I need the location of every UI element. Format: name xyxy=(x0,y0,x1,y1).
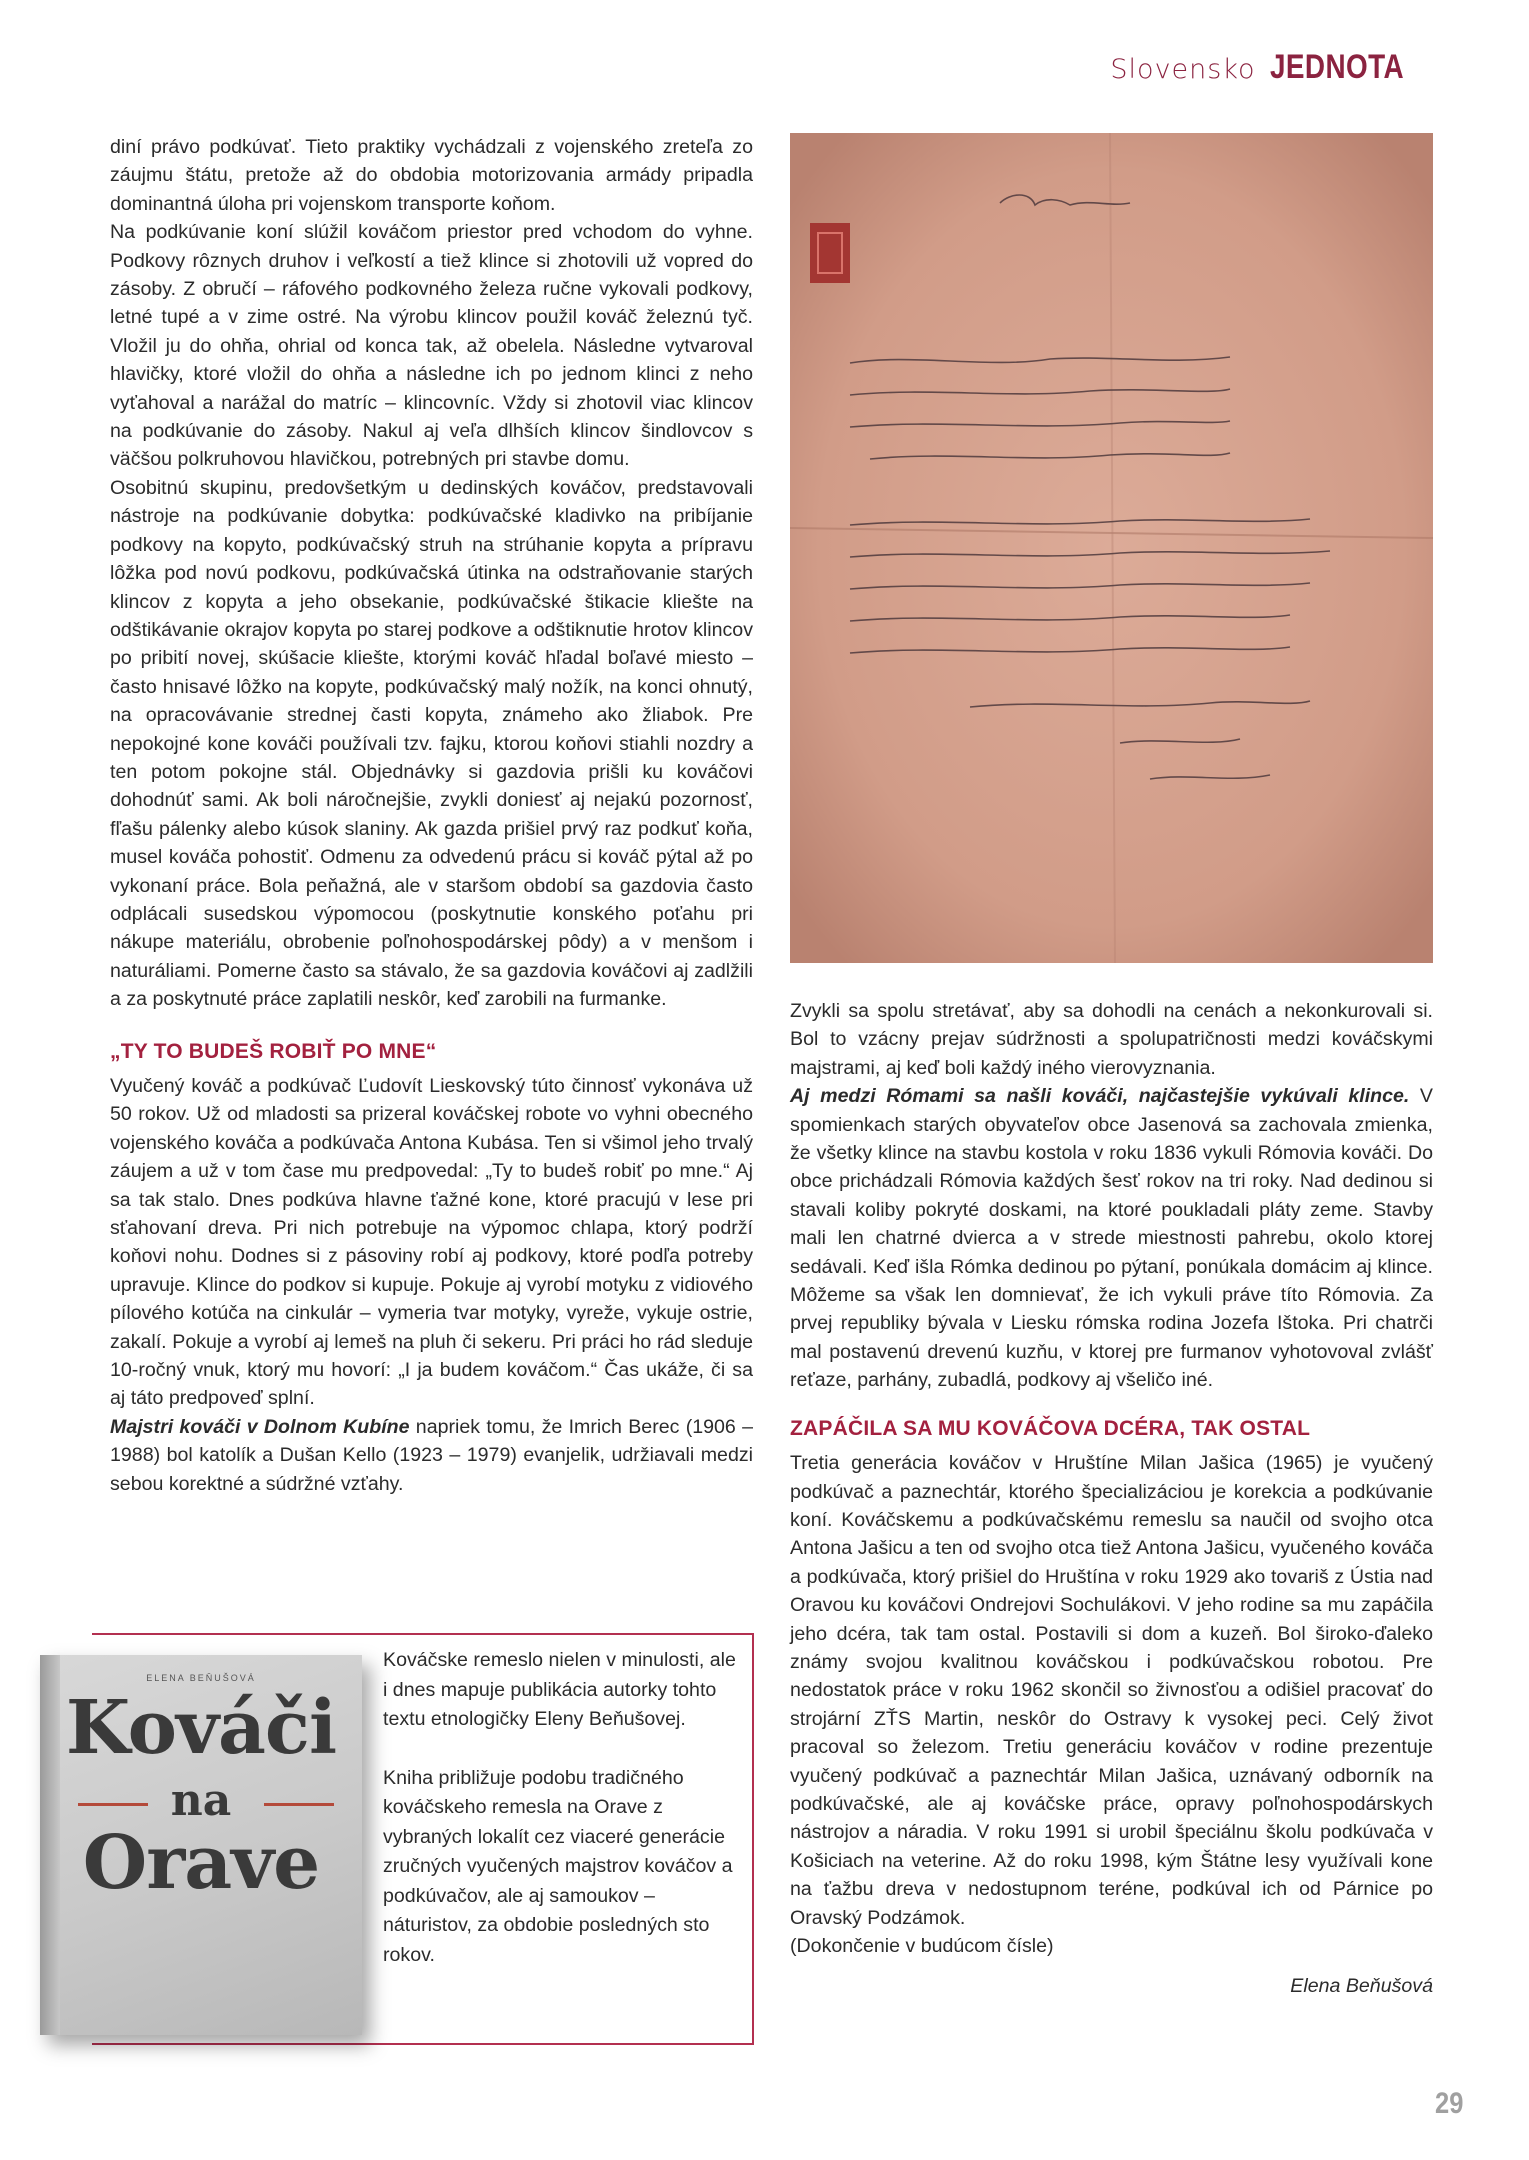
lead-text: Majstri kováči v Dolnom Kubíne xyxy=(110,1415,410,1438)
book-promo-text xyxy=(383,1646,739,1970)
right-column xyxy=(790,997,1433,2001)
section-heading: ZAPÁČILA SA MU KOVÁČOVA DCÉRA, TAK OSTAL xyxy=(790,1416,1311,1440)
lead-text: Aj medzi Rómami sa našli kováči, najčastejšie vykúvali klince. xyxy=(790,1085,1410,1108)
book-cover-author: ELENA BEŇUŠOVÁ xyxy=(146,1673,256,1683)
apprentice-certificate-photo xyxy=(790,133,1433,963)
paragraph: Na podkúvanie koní slúžil kováčom priestor pred vchodom do vyhne. Podkovy rôznych druhov i veľkostí a tiež klince si zhotovili už vopred do zásoby. Z obručí – ráfového podkovného železa ručne vykovali podkovy, letné tupé a v zime ostré. Na výrobu klincov použil kováč železnú tyč. Vložil ju do ohňa, ohrial od konca tak, až obelela. Následne vytvaroval hlavičky, ktoré vložil do ohňa a následne ich po jednom klinci z neho vyťahoval a narážal do matríc – klincovníc. Vždy si zhotovil viac klincov na podkúvanie do zásoby. Nakul aj veľa dlhších klincov šindlovcov s väčšou polkruhovou hlavičkou, potrebných pri stavbe domu. xyxy=(110,221,753,471)
section-heading: „TY TO BUDEŠ ROBIŤ PO MNE“ xyxy=(110,1039,437,1063)
left-column xyxy=(110,133,753,1498)
title-rule xyxy=(264,1803,334,1806)
paragraph-text: napriek tomu, že Imrich Berec (1906 – 1988) bol katolík a Dušan Kello (1923 – 1979) evanjelik, udržiavali medzi sebou korektné a súdržné vzťahy. xyxy=(110,1415,753,1495)
page-number: 29 xyxy=(1434,2087,1463,2120)
book-cover-title: Kováči xyxy=(65,1685,337,1771)
book-cover-title: na xyxy=(170,1775,232,1826)
book-cover-title: Orave xyxy=(82,1820,320,1906)
closing-note: (Dokončenie v budúcom čísle) xyxy=(790,1935,1054,1957)
paragraph-text: V spomienkach starých obyvateľov obce Jasenová sa zachovala zmienka, že všetky klince na stavbu kostola v roku 1836 vykuli Rómovia kováči. Do obce prichádzali Rómovia každých šesť rokov na tri roky. Nad dedinou si stavali koliby pokryté doskami, na ktoré poukladali pláty zeme. Stavby mali len chatrné dvierca a v strede miestnosti pahrebu, okolo ktorej sedávali. Keď išla Rómka dedinou po pýtaní, ponúkala domácim aj klince. Môžeme sa však len domnievať, že ich vykuli práve títo Rómovia. Za prvej republiky bývala v Liesku rómska rodina Jozefa Ištoka. Pri chatrči mal postavenú drevenú kuzňu, v ktorej pre furmanov vyhotovoval zvlášť reťaze, parhány, zubadlá, podkovy aj všeličo iné. xyxy=(790,1085,1434,1392)
paragraph xyxy=(790,1082,1433,1394)
magazine-header xyxy=(1110,48,1433,87)
certificate-image xyxy=(790,133,1433,963)
paragraph: Osobitnú skupinu, predovšetkým u dedinských kováčov, predstavovali nástroje na podkúvanie dobytka: podkúvačské kladivko na pribíjanie podkovy na kopyto, podkúvačský struh na strúhanie kopyta a prípravu lôžka pod novú podkovu, podkúvačská útinka na odstraňovanie starých klincov z kopyta a jeho obsekanie, podkúvačské štikacie kliešte na odštikávanie okrajov kopyta po starej podkove a odštiknutie hrotov klincov po pribití novej, skúšacie kliešte, ktorými kováč hľadal boľavé miesto – často hnisavé lôžko na kopyte, podkúvačský malý nožík, na konci ohnutý, na opracovávanie strednej časti kopyta, známeho ako žliabok. Pre nepokojné kone kováči používali tzv. fajku, ktorou koňovi stiahli nozdry a ten potom pokojne stál. Objednávky si gazdovia prišli ku kováčovi dohodnúť sami. Ak boli náročnejšie, zvykli doniesť aj nejakú pozornosť, fľašu pálenky alebo kúsok slaniny. Ak gazda prišiel prvý raz podkuť koňa, musel kováča pohostiť. Odmenu za odvedenú prácu si kováč pýtal až po vykonaní práce. Bola peňažná, ale v staršom období sa gazdovia často odplácali susedskou výpomocou (poskytnutie konského poťahu pri nákupe materiálu, obrobenie poľnohospodárskej pôdy) a v menšom i naturáliami. Pomerne často sa stávalo, že sa gazdovia kováčovi aj zadlžili a za poskytnuté práce zaplatili neskôr, keď zarobili na furmanke. xyxy=(110,476,753,1011)
book-cover xyxy=(40,1655,362,2035)
author-signature: Elena Beňušová xyxy=(1290,1975,1433,1998)
paragraph: Tretia generácia kováčov v Hruštíne Milan Jašica (1965) je vyučený podkúvač a paznechtár, ktorého špecializáciou je korekcia a podkúvanie koní. Kováčskemu a podkúvačskému remeslu sa naučil od svojho otca Antona Jašicu a ten od svojho otca tiež Antona Jašicu, vyučeného kováča a podkúvača, ktorý prišiel do Hruštína v roku 1929 ako tovariš z Ústia nad Oravou ku kováčovi Ondrejovi Sochulákovi. V jeho rodine sa mu zapáčila jeho dcéra, tak tam ostal. Postavili si dom a kuzeň. Bol široko-ďaleko známy svojou kvalitnou kováčskou i podkúvačskou robotou. Pre nedostatok práce v roku 1962 skončil so živnosťou a odišiel pracovať do strojární ZŤS Martin, neskôr do Ostravy k vysokej peci. Celý život pracoval so železom. Tretiu generáciu kováčov v rodine prezentuje vyučený podkúvač a paznechtár Milan Jašica, uznávaný odborník na podkúvačské, ale aj kováčske práce, opravy poľnohospodárskych nástrojov a náradia. V roku 1991 si urobil špeciálnu školu podkúvača v Košiciach na veterine. Až do roku 1998, kým Štátne lesy využívali kone na ťažbu dreva v nedostupnom teréne, podkúval ich od Párnice po Oravský Podzámok. xyxy=(790,1452,1433,1929)
paragraph xyxy=(110,1413,753,1498)
magazine-name-small: Slovensko xyxy=(1110,54,1256,85)
promo-paragraph: Kniha približuje podobu tradičného kováčskeho remesla na Orave z vybraných lokalít cez viaceré generácie zručných vyučených majstrov kováčov a podkúvačov, ale aj samoukov – náturistov, za obdobie posledných sto rokov. xyxy=(383,1766,733,1966)
paragraph: Vyučený kováč a podkúvač Ľudovít Lieskovský túto činnosť vykonáva už 50 rokov. Už od mladosti sa prizeral kováčskej robote vo vyhni obecného vojenského kováča a podkúvača Antona Kubása. Ten si všimol jeho trvalý záujem a už v tom čase mu predpovedal: „Ty to budeš robiť po mne.“ Aj sa tak stalo. Dnes podkúva hlavne ťažné kone, ktoré pracujú v lese pri sťahovaní dreva. Pri nich potrebuje na výpomoc chlapa, ktorý podrží koňovi nohu. Dodnes si z pásoviny robí aj podkovy, ktoré podľa potreby upravuje. Klince do podkov si kupuje. Pokuje aj vyrobí motyku z vidiového pílového kotúča na cinkulár – vymeria tvar motyky, vyreže, vykuje ostrie, zakalí. Pokuje a vyrobí aj lemeš na pluh či sekeru. Pri práci ho rád sleduje 10-ročný vnuk, ktorý mu hovorí: „I ja budem kováčom.“ Čas ukáže, či sa aj táto predpoveď splní. xyxy=(110,1075,753,1410)
magazine-name-big: JEDNOTA xyxy=(1269,48,1404,86)
paragraph: diní právo podkúvať. Tieto praktiky vychádzali z vojenského zreteľa zo záujmu štátu, pretože až do obdobia motorizovania armády pripadla dominantná úloha pri vojenskom transporte koňom. xyxy=(110,136,753,215)
paragraph: Zvykli sa spolu stretávať, aby sa dohodli na cenách a nekonkurovali si. Bol to vzácny prejav súdržnosti a spolupatričnosti medzi kováčskymi majstrami, aj keď boli každý iného vierovyznania. xyxy=(790,1000,1433,1079)
promo-paragraph: Kováčske remeslo nielen v minulosti, ale i dnes mapuje publikácia autorky tohto textu etnologičky Eleny Beňušovej. xyxy=(383,1649,736,1730)
